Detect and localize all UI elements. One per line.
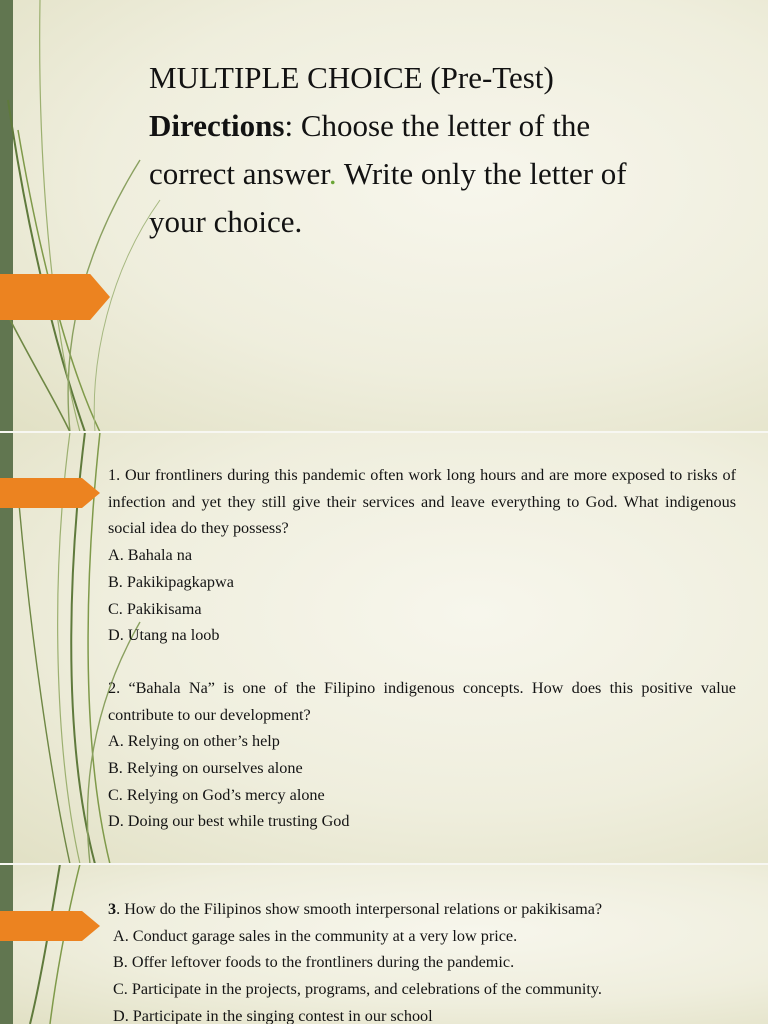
directions-text-2a: correct answer — [149, 156, 329, 191]
orange-tab-marker — [0, 274, 110, 320]
question-3-option-a: A. Conduct garage sales in the community at a very low price. — [113, 926, 518, 945]
slide-question-3 — [0, 864, 768, 1024]
question-3-number: 3 — [108, 900, 117, 918]
slide-questions-1-2 — [0, 432, 768, 864]
question-2-stem: 2. “Bahala Na” is one of the Filipino indigenous concepts. How does this positive value contribute to our development? — [108, 678, 736, 724]
slide-title — [0, 0, 768, 432]
question-3-option-c: C. Participate in the projects, programs, and celebrations of the community. — [113, 980, 602, 999]
directions-line-1 — [149, 102, 709, 150]
question-1-option-b: B. Pakikipagkapwa — [108, 572, 234, 591]
slide-divider — [0, 863, 768, 865]
orange-tab-marker — [0, 478, 100, 508]
directions-text-2b: Write only the letter of — [336, 156, 627, 191]
directions-line-3: your choice. — [149, 204, 303, 239]
question-1-number: 1 — [108, 466, 117, 484]
directions-text-1: : Choose the letter of the — [284, 108, 591, 143]
orange-tab-marker — [0, 911, 100, 941]
question-1-option-a: A. Bahala na — [108, 546, 193, 565]
question-1-option-c: C. Pakikisama — [108, 599, 202, 618]
question-1-stem: 1. Our frontliners during this pandemic often work long hours and are more exposed to risks of infection and yet they still give their services and leave everything to God. What indigenous social idea do they possess? — [108, 466, 736, 538]
question-2-option-a: A. Relying on other’s help — [108, 732, 280, 751]
directions-line-2 — [149, 150, 709, 198]
green-period: . — [328, 156, 337, 191]
question-3-option-d: D. Participate in the singing contest in our school — [113, 1006, 433, 1024]
question-1-option-d: D. Utang na loob — [108, 626, 220, 645]
question-2-option-d: D. Doing our best while trusting God — [108, 812, 350, 831]
question-2-number: 2. — [108, 678, 121, 697]
question-2-option-c: C. Relying on God’s mercy alone — [108, 785, 325, 804]
left-accent-bar — [0, 864, 13, 1024]
question-3 — [108, 896, 748, 1024]
slide-divider — [0, 431, 768, 433]
question-1 — [108, 462, 736, 835]
left-accent-bar — [0, 0, 13, 432]
page-title: MULTIPLE CHOICE (Pre-Test) — [149, 60, 554, 95]
question-3-stem: 3. How do the Filipinos show smooth interpersonal relations or pakikisama? — [108, 900, 603, 918]
question-2-option-b: B. Relying on ourselves alone — [108, 759, 303, 778]
question-3-option-b: B. Offer leftover foods to the frontliners during the pandemic. — [113, 953, 515, 972]
directions-block — [149, 54, 709, 246]
directions-label: Directions — [149, 108, 285, 143]
